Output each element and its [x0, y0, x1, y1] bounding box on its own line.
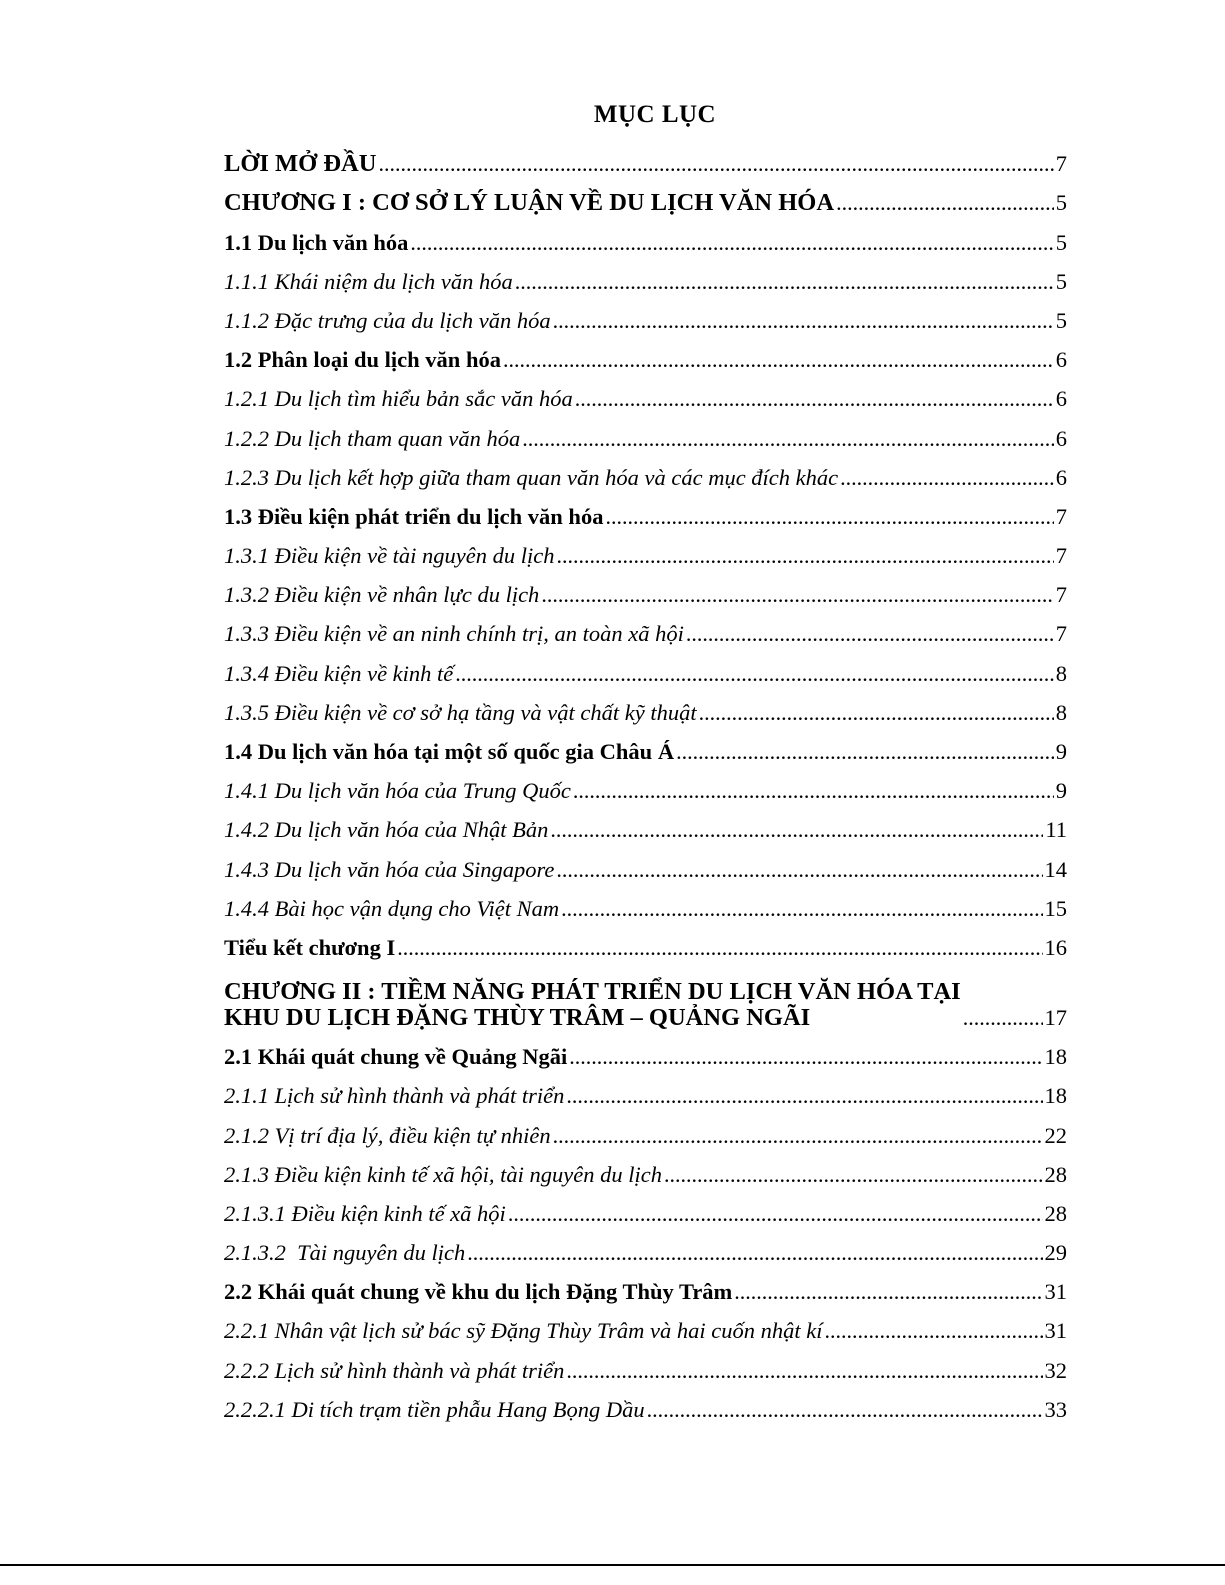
toc-page-number: 8 [1055, 699, 1067, 725]
dot-leader [557, 543, 1054, 575]
page-title: MỤC LỤC [593, 101, 717, 128]
toc-entry-label: 1.4.3 Du lịch văn hóa của Singapore [224, 856, 555, 882]
toc-page-number: 28 [1044, 1200, 1067, 1226]
table-of-contents [224, 144, 1067, 1429]
toc-page-number: 9 [1055, 778, 1067, 804]
dot-leader [734, 1279, 1042, 1311]
dot-leader [541, 582, 1053, 614]
toc-entry-label: 1.3.4 Điều kiện về kinh tế [224, 660, 454, 686]
toc-entry[interactable] [224, 1194, 1067, 1233]
toc-entry[interactable] [224, 379, 1067, 418]
toc-page-number: 17 [1044, 1004, 1067, 1030]
dot-leader [515, 269, 1054, 301]
dot-leader [573, 778, 1054, 810]
dot-leader [676, 739, 1054, 771]
toc-entry-label: 1.2.3 Du lịch kết hợp giữa tham quan văn hóa và các mục đích khác [224, 464, 839, 490]
toc-entry-label: 1.2.2 Du lịch tham quan văn hóa [224, 425, 521, 451]
toc-entry[interactable] [224, 614, 1067, 653]
toc-entry-label: 1.3.2 Điều kiện về nhân lực du lịch [224, 582, 540, 608]
toc-page-number: 7 [1055, 503, 1067, 529]
dot-leader [575, 386, 1054, 418]
dot-leader [840, 465, 1054, 497]
toc-entry[interactable] [224, 928, 1067, 967]
toc-entry-label: 1.4.4 Bài học vận dụng cho Việt Nam [224, 895, 560, 921]
dot-leader [553, 308, 1054, 340]
toc-page-number: 29 [1044, 1240, 1067, 1266]
toc-entry[interactable] [224, 575, 1067, 614]
toc-page-number: 7 [1055, 151, 1067, 177]
toc-entry[interactable] [224, 1272, 1067, 1311]
toc-entry-label: 2.2 Khái quát chung về khu du lịch Đặng Thùy Trâm [224, 1279, 733, 1305]
toc-entry[interactable] [224, 1390, 1067, 1429]
toc-page-number: 7 [1055, 543, 1067, 569]
toc-entry[interactable] [224, 771, 1067, 810]
toc-entry-label: 1.3 Điều kiện phát triển du lịch văn hóa [224, 503, 604, 529]
toc-entry[interactable] [224, 810, 1067, 849]
toc-page-number: 22 [1044, 1122, 1067, 1148]
toc-page-number: 5 [1055, 229, 1067, 255]
dot-leader [550, 817, 1043, 849]
toc-entry-label: 2.1.3 Điều kiện kinh tế xã hội, tài nguyên du lịch [224, 1161, 663, 1187]
toc-entry-label: 2.1 Khái quát chung về Quảng Ngãi [224, 1044, 568, 1070]
toc-page-number: 33 [1044, 1396, 1067, 1422]
toc-entry-label: 1.3.3 Điều kiện về an ninh chính trị, an toàn xã hội [224, 621, 684, 647]
toc-entry-label: LỜI MỞ ĐẦU [224, 150, 377, 178]
dot-leader [378, 151, 1053, 183]
toc-entry-label: 1.1.2 Đặc trưng của du lịch văn hóa [224, 307, 551, 333]
dot-leader [963, 1005, 1043, 1037]
toc-page-number: 6 [1055, 386, 1067, 412]
toc-entry[interactable] [224, 536, 1067, 575]
toc-page-number: 7 [1055, 621, 1067, 647]
toc-entry[interactable] [224, 340, 1067, 379]
toc-entry-label: 2.1.3.1 Điều kiện kinh tế xã hội [224, 1200, 506, 1226]
dot-leader [556, 857, 1042, 889]
dot-leader [561, 896, 1042, 928]
toc-entry[interactable] [224, 849, 1067, 888]
toc-entry-label: 1.1.1 Khái niệm du lịch văn hóa [224, 268, 513, 294]
toc-entry[interactable] [224, 458, 1067, 497]
dot-leader [503, 347, 1054, 379]
dot-leader [699, 700, 1054, 732]
toc-entry-label: 1.4 Du lịch văn hóa tại một số quốc gia Châu Á [224, 739, 675, 764]
dot-leader [522, 426, 1054, 458]
toc-entry[interactable] [224, 1076, 1067, 1115]
toc-entry-label: 1.3.5 Điều kiện về cơ sở hạ tầng và vật chất kỹ thuật [224, 699, 697, 725]
toc-page-number: 28 [1044, 1161, 1067, 1187]
toc-entry-label: 2.1.1 Lịch sử hình thành và phát triển [224, 1083, 565, 1109]
toc-entry[interactable] [224, 1350, 1067, 1389]
toc-entry-label: 1.2 Phân loại du lịch văn hóa [224, 347, 501, 373]
toc-entry[interactable] [224, 144, 1067, 183]
toc-page-number: 6 [1055, 425, 1067, 451]
dot-leader [455, 661, 1053, 693]
toc-entry[interactable] [224, 301, 1067, 340]
toc-page-number: 5 [1055, 307, 1067, 333]
toc-entry-label: 2.2.2.1 Di tích trạm tiền phẫu Hang Bọng Dầu [224, 1396, 645, 1422]
toc-page-number: 7 [1055, 582, 1067, 608]
toc-page-number: 31 [1044, 1318, 1067, 1344]
dot-leader [647, 1397, 1043, 1429]
dot-leader [553, 1123, 1043, 1155]
dot-leader [508, 1201, 1043, 1233]
toc-entry-label-line1: CHƯƠNG II : TIỀM NĂNG PHÁT TRIỂN DU LỊCH VĂN HÓA TẠI [224, 977, 961, 1005]
toc-entry[interactable] [224, 1115, 1067, 1154]
dot-leader [566, 1358, 1042, 1390]
toc-page-number: 11 [1045, 817, 1067, 843]
toc-entry[interactable] [224, 1155, 1067, 1194]
toc-page-number: 9 [1055, 739, 1067, 764]
toc-page-number: 32 [1044, 1357, 1067, 1383]
toc-entry-label [224, 979, 961, 1037]
toc-page-number: 5 [1055, 190, 1067, 216]
dot-leader [824, 1318, 1042, 1350]
dot-leader [686, 621, 1054, 653]
toc-page-number: 16 [1044, 934, 1067, 960]
toc-page-number: 15 [1044, 895, 1067, 921]
toc-entry-label: 2.2.2 Lịch sử hình thành và phát triển [224, 1357, 565, 1383]
toc-entry[interactable] [224, 1233, 1067, 1272]
dot-leader [605, 504, 1053, 536]
toc-entry-label: 1.2.1 Du lịch tìm hiểu bản sắc văn hóa [224, 386, 573, 412]
toc-entry-label: CHƯƠNG I : CƠ SỞ LÝ LUẬN VỀ DU LỊCH VĂN HÓA [224, 189, 835, 217]
dot-leader [664, 1162, 1042, 1194]
dot-leader [566, 1083, 1042, 1115]
toc-entry-label: 1.1 Du lịch văn hóa [224, 229, 409, 255]
toc-entry[interactable] [224, 889, 1067, 928]
dot-leader [467, 1240, 1042, 1272]
toc-entry-label: 1.4.1 Du lịch văn hóa của Trung Quốc [224, 778, 571, 804]
toc-entry[interactable] [224, 732, 1067, 771]
toc-entry[interactable] [224, 222, 1067, 261]
dot-leader [836, 190, 1054, 222]
toc-entry-label: 2.2.1 Nhân vật lịch sử bác sỹ Đặng Thùy Trâm và hai cuốn nhật kí [224, 1318, 823, 1344]
toc-entry[interactable] [224, 183, 1067, 222]
toc-page-number: 18 [1044, 1083, 1067, 1109]
toc-entry[interactable] [224, 1311, 1067, 1350]
dot-leader [569, 1044, 1042, 1076]
toc-entry[interactable] [224, 1037, 1067, 1076]
toc-entry[interactable] [224, 497, 1067, 536]
bottom-divider [0, 1564, 1225, 1566]
toc-entry-label: Tiểu kết chương I [224, 934, 396, 960]
toc-entry-label: 1.3.1 Điều kiện về tài nguyên du lịch [224, 543, 555, 569]
toc-page-number: 14 [1044, 856, 1067, 882]
toc-entry-label: 2.1.3.2 Tài nguyên du lịch [224, 1240, 466, 1266]
toc-page-number: 31 [1044, 1279, 1067, 1305]
toc-entry[interactable] [224, 967, 1067, 1037]
toc-entry[interactable] [224, 653, 1067, 692]
toc-entry-label: 1.4.2 Du lịch văn hóa của Nhật Bản [224, 817, 549, 843]
toc-entry-label: 2.1.2 Vị trí địa lý, điều kiện tự nhiên [224, 1122, 551, 1148]
toc-page-number: 6 [1055, 347, 1067, 373]
toc-entry[interactable] [224, 693, 1067, 732]
dot-leader [410, 230, 1053, 262]
toc-page-number: 6 [1055, 464, 1067, 490]
toc-entry[interactable] [224, 262, 1067, 301]
toc-entry[interactable] [224, 418, 1067, 457]
toc-page-number: 5 [1055, 268, 1067, 294]
toc-page-number: 8 [1055, 660, 1067, 686]
toc-page-number: 18 [1044, 1044, 1067, 1070]
dot-leader [397, 935, 1042, 967]
toc-entry-label-line2: KHU DU LỊCH ĐẶNG THÙY TRÂM – QUẢNG NGÃI [224, 1003, 811, 1031]
